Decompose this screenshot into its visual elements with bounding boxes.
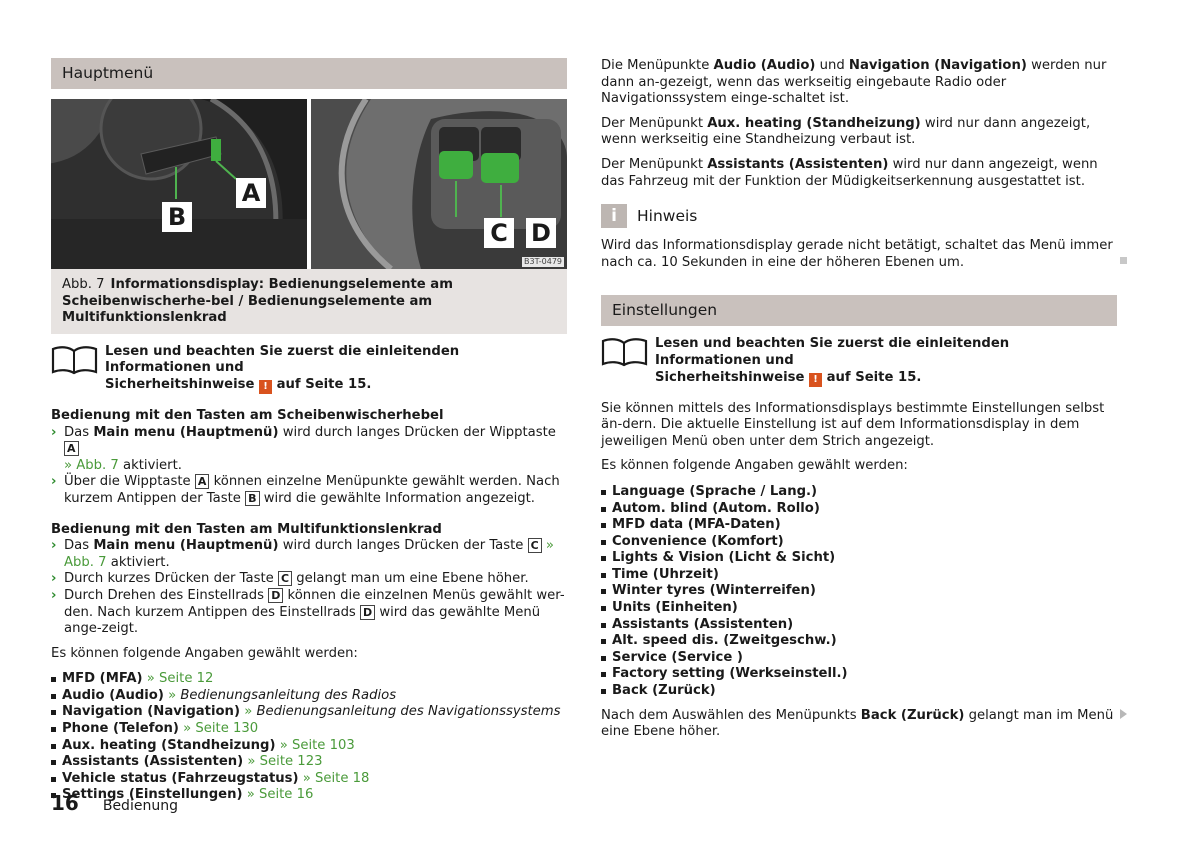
list-item: MFD (MFA) » Seite 12 bbox=[51, 671, 567, 688]
continue-arrow-icon bbox=[1120, 709, 1127, 719]
figure-caption-text: Informationsdisplay: Bedienungselemente am Scheibenwischerhe-bel / Bedienungselemente am Multifunktionslenkrad bbox=[62, 277, 453, 326]
list-item: Assistants (Assistenten) » Seite 123 bbox=[51, 754, 567, 771]
arrow-icon: › bbox=[51, 538, 57, 554]
list-item: Service (Service ) bbox=[601, 650, 1117, 667]
warning-icon: ! bbox=[809, 373, 822, 387]
section-title-hauptmenu: Hauptmenü bbox=[51, 58, 567, 89]
key-a: A bbox=[64, 441, 79, 456]
chapter-name: Bedienung bbox=[102, 798, 178, 814]
page-link[interactable]: » Seite 123 bbox=[247, 754, 323, 770]
arrow-icon: › bbox=[51, 424, 57, 440]
page-number: 16 bbox=[51, 791, 79, 815]
page-footer bbox=[51, 791, 178, 815]
wheel-step-3: › Durch Drehen des Einstellrads D können die einzelnen Menüs gewählt wer-den. Nach kurzem Antippen des Einstellrads D wird das gewählte Menü ange-zeigt. bbox=[51, 587, 565, 637]
arrow-icon: › bbox=[51, 474, 57, 490]
wiper-heading: Bedienung mit den Tasten am Scheibenwischerhebel bbox=[51, 407, 444, 423]
list-item: Winter tyres (Winterreifen) bbox=[601, 583, 1117, 600]
para-back: Nach dem Auswählen des Menüpunkts Back (Zurück) gelangt man im Menü eine Ebene höher. bbox=[601, 707, 1114, 740]
label-b: B bbox=[162, 202, 192, 232]
safety-notice bbox=[601, 336, 1117, 386]
right-intro: Es können folgende Angaben gewählt werden: bbox=[601, 458, 908, 474]
book-icon bbox=[601, 337, 648, 367]
figure-7 bbox=[51, 99, 567, 269]
arrow-icon: › bbox=[51, 571, 57, 587]
list-item: Lights & Vision (Licht & Sicht) bbox=[601, 550, 1117, 567]
list-item: Language (Sprache / Lang.) bbox=[601, 484, 1117, 501]
figure-link[interactable]: » Abb. 7 bbox=[64, 538, 554, 570]
wheel-step-1: › Das Main menu (Hauptmenü) wird durch langes Drücken der Taste C » Abb. 7 aktiviert. bbox=[51, 538, 554, 570]
list-item: Vehicle status (Fahrzeugstatus) » Seite 18 bbox=[51, 771, 567, 788]
key-d: D bbox=[268, 588, 283, 603]
list-item: Back (Zurück) bbox=[601, 683, 1117, 700]
page-link[interactable]: » bbox=[168, 687, 177, 703]
notice-line-2: Sicherheitshinweise bbox=[105, 376, 255, 392]
section-title-einstellungen: Einstellungen bbox=[601, 295, 1117, 326]
settings-list bbox=[601, 484, 1117, 700]
page-link[interactable]: » bbox=[244, 704, 253, 720]
notice-line-2: Sicherheitshinweise bbox=[655, 369, 805, 385]
page-link[interactable]: » Seite 103 bbox=[279, 737, 355, 753]
list-item: Aux. heating (Standheizung) » Seite 103 bbox=[51, 738, 567, 755]
page-link[interactable]: » Seite 16 bbox=[246, 787, 314, 803]
steering-wheel-photo bbox=[311, 99, 567, 269]
para-settings: Sie können mittels des Informationsdisplays bestimmte Einstellungen selbst än-dern. Die aktuelle Einstellung ist auf dem Informationsdisplay in dem jeweiligen Menü oben unter dem Strich angezeigt. bbox=[601, 400, 1105, 449]
key-c: C bbox=[528, 538, 542, 553]
wheel-step-2: › Durch kurzes Drücken der Taste C gelangt man um eine Ebene höher. bbox=[51, 571, 529, 587]
notice-line-1: Lesen und beachten Sie zuerst die einleitenden Informationen und bbox=[105, 343, 460, 376]
notice-page-link[interactable]: auf Seite 15. bbox=[276, 376, 372, 392]
list-item: Audio (Audio) » Bedienungsanleitung des Radios bbox=[51, 688, 567, 705]
safety-notice bbox=[51, 344, 567, 394]
list-item: Time (Uhrzeit) bbox=[601, 567, 1117, 584]
figure-link[interactable]: » Abb. 7 bbox=[64, 457, 119, 473]
list-item: Units (Einheiten) bbox=[601, 600, 1117, 617]
key-b: B bbox=[245, 491, 259, 506]
key-d: D bbox=[360, 605, 375, 620]
section-end-marker bbox=[1120, 257, 1127, 264]
right-column bbox=[601, 58, 1117, 741]
left-intro: Es können folgende Angaben gewählt werden: bbox=[51, 645, 358, 661]
list-item: Navigation (Navigation) » Bedienungsanleitung des Navigationssystems bbox=[51, 704, 567, 721]
list-item: Factory setting (Werkseinstell.) bbox=[601, 666, 1117, 683]
arrow-icon: › bbox=[51, 587, 57, 603]
notice-line-1: Lesen und beachten Sie zuerst die einleitenden Informationen und bbox=[655, 336, 1010, 368]
hinweis-header bbox=[601, 204, 1117, 228]
wheel-heading: Bedienung mit den Tasten am Multifunktionslenkrad bbox=[51, 521, 442, 537]
warning-icon: ! bbox=[259, 380, 272, 394]
hinweis-title: Hinweis bbox=[637, 206, 698, 225]
page-link[interactable]: » Seite 130 bbox=[183, 721, 259, 737]
book-icon bbox=[51, 345, 98, 375]
list-item: Phone (Telefon) » Seite 130 bbox=[51, 721, 567, 738]
list-item: Convenience (Komfort) bbox=[601, 534, 1117, 551]
para-aux-heating: Der Menüpunkt Aux. heating (Standheizung) wird nur dann angezeigt, wenn werkseitig eine Standheizung verbaut ist. bbox=[601, 115, 1091, 148]
main-menu-list bbox=[51, 671, 567, 804]
hinweis-text: Wird das Informationsdisplay gerade nicht betätigt, schaltet das Menü immer nach ca. 10 Sekunden in eine der höheren Ebenen um. bbox=[601, 238, 1113, 270]
key-c: C bbox=[278, 571, 292, 586]
wiper-step-1: › Das Main menu (Hauptmenü) wird durch langes Drücken der Wipptaste A » Abb. 7 aktiviert. bbox=[51, 424, 556, 473]
list-item: MFD data (MFA-Daten) bbox=[601, 517, 1117, 534]
label-a: A bbox=[236, 178, 266, 208]
list-item: Settings (Einstellungen) » Seite 16 bbox=[51, 787, 567, 804]
label-d: D bbox=[526, 218, 556, 248]
figure-caption bbox=[51, 269, 567, 334]
list-item: Assistants (Assistenten) bbox=[601, 617, 1117, 634]
info-icon: i bbox=[601, 204, 627, 228]
left-column bbox=[51, 58, 567, 804]
wiper-lever-photo bbox=[51, 99, 307, 269]
para-audio-navigation: Die Menüpunkte Audio (Audio) und Navigation (Navigation) werden nur dann an-gezeigt, wenn das werkseitig eingebaute Radio oder Navigationssystem einge-schaltet ist. bbox=[601, 58, 1107, 107]
list-item: Alt. speed dis. (Zweitgeschw.) bbox=[601, 633, 1117, 650]
page-link[interactable]: » Seite 12 bbox=[146, 671, 214, 687]
para-assistants: Der Menüpunkt Assistants (Assistenten) wird nur dann angezeigt, wenn das Fahrzeug mit der Funktion der Müdigkeitserkennung ausgestattet ist. bbox=[601, 156, 1098, 189]
list-item: Autom. blind (Autom. Rollo) bbox=[601, 501, 1117, 518]
figure-number: Abb. 7 bbox=[62, 277, 105, 292]
wiper-step-2: › Über die Wipptaste A können einzelne Menüpunkte gewählt werden. Nach kurzem Antippen der Taste B wird die gewählte Information angezeigt. bbox=[51, 474, 560, 506]
key-a: A bbox=[195, 474, 210, 489]
notice-page-link[interactable]: auf Seite 15. bbox=[826, 369, 922, 385]
label-c: C bbox=[484, 218, 514, 248]
page-link[interactable]: » Seite 18 bbox=[302, 770, 370, 786]
figure-id: B3T-0479 bbox=[524, 257, 562, 266]
